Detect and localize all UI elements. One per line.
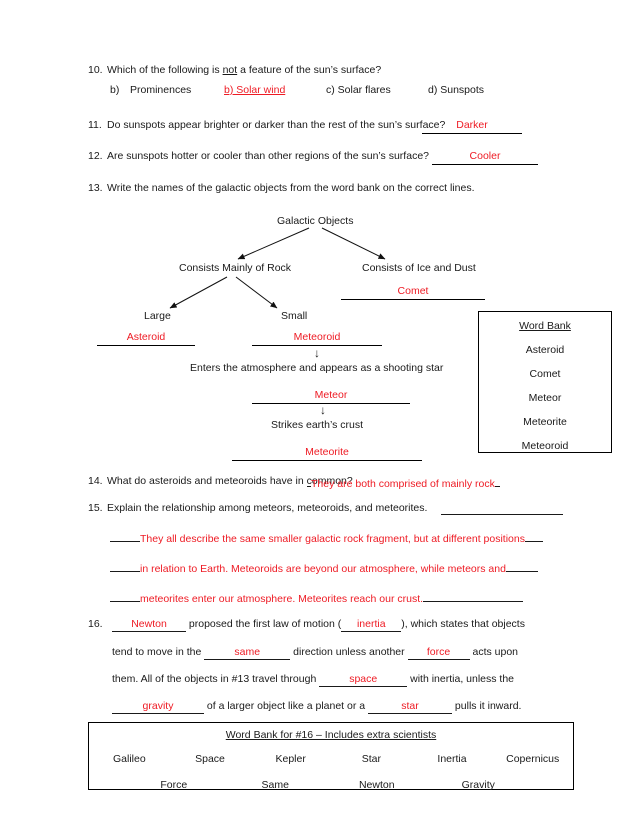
question-10-number: 10. — [88, 64, 103, 76]
diagram-step-atmosphere: Enters the atmosphere and appears as a shooting star — [190, 362, 444, 374]
diagram-answer-comet[interactable]: Comet — [341, 285, 485, 300]
word-bank-13-item-meteor[interactable]: Meteor — [528, 392, 562, 404]
down-arrow-icon-2: ↓ — [320, 403, 326, 417]
question-15-line1-lead — [110, 530, 140, 542]
question-16-line3-text-b: with inertia, unless the — [407, 673, 515, 685]
word-bank-16-item-same[interactable]: Same — [261, 779, 289, 791]
question-12-number: 12. — [88, 150, 103, 162]
diagram-node-rock: Consists Mainly of Rock — [179, 262, 292, 274]
word-bank-16-item-gravity[interactable]: Gravity — [461, 779, 495, 791]
question-15-answer-line-2[interactable]: in relation to Earth. Meteoroids are beyond our atmosphere, while meteors and — [140, 563, 506, 575]
question-16-line2-text-c: acts upon — [469, 646, 519, 658]
question-15-answer-line-3[interactable]: meteorites enter our atmosphere. Meteorites reach our crust. — [140, 593, 424, 605]
word-bank-13 — [478, 311, 612, 453]
word-bank-16-title: Word Bank for #16 – Includes extra scientists — [225, 729, 437, 741]
question-16-line-1 — [112, 618, 525, 632]
question-15-number: 15. — [88, 502, 103, 514]
word-bank-16-item-space[interactable]: Space — [195, 753, 225, 765]
question-10-choice-d[interactable]: d) Sunspots — [428, 84, 485, 96]
question-10-choice-a-label[interactable]: b) — [110, 84, 120, 96]
question-11-prompt: Do sunspots appear brighter or darker than the rest of the sun’s surface? — [107, 119, 446, 131]
question-15-answer-row-1[interactable] — [110, 530, 543, 546]
word-bank-13-item-meteorite[interactable]: Meteorite — [523, 416, 567, 428]
question-16-blank-star[interactable]: star — [368, 700, 452, 714]
question-16-line1-text-b: ), which states that objects — [401, 618, 525, 630]
question-11-number: 11. — [88, 119, 102, 131]
diagram-answer-meteorite[interactable]: Meteorite — [232, 446, 422, 461]
question-16-line-3 — [112, 673, 514, 687]
word-bank-13-item-asteroid[interactable]: Asteroid — [525, 344, 565, 356]
word-bank-16-row-1 — [89, 753, 573, 765]
question-12-prompt: Are sunspots hotter or cooler than other regions of the sun’s surface? — [107, 150, 429, 162]
word-bank-16-item-galileo[interactable]: Galileo — [112, 753, 146, 765]
word-bank-13-item-meteoroid[interactable]: Meteoroid — [521, 440, 569, 452]
diagram-node-small: Small — [281, 310, 308, 322]
question-16-blank-space[interactable]: space — [319, 673, 407, 687]
word-bank-13-title: Word Bank — [519, 320, 571, 332]
question-14-answer-row[interactable] — [307, 475, 500, 491]
question-13-number: 13. — [88, 182, 103, 194]
question-15-prompt: Explain the relationship among meteors, meteoroids, and meteorites. — [107, 502, 428, 514]
word-bank-16-item-newton[interactable]: Newton — [358, 779, 395, 791]
question-15-answer-line-1[interactable]: They all describe the same smaller galactic rock fragment, but at different positions — [140, 533, 525, 545]
word-bank-16-item-force[interactable]: Force — [160, 779, 188, 791]
down-arrow-icon-1: ↓ — [314, 346, 320, 360]
question-15-blank-first[interactable] — [441, 502, 563, 515]
question-16-blank-force[interactable]: force — [408, 646, 470, 660]
question-16-line4-text-b: pulls it inward. — [452, 700, 522, 712]
question-16-line2-text-b: direction unless another — [290, 646, 408, 658]
diagram-answer-meteoroid[interactable]: Meteoroid — [252, 331, 382, 346]
question-14-answer[interactable]: They are both comprised of mainly rock — [311, 478, 495, 490]
question-15-line3-lead — [110, 590, 140, 602]
question-15-answer-row-3[interactable] — [110, 590, 523, 606]
word-bank-16-row-2 — [89, 779, 573, 791]
question-16-line-4 — [112, 700, 521, 714]
diagram-node-root: Galactic Objects — [277, 215, 354, 227]
diagram-step-crust: Strikes earth’s crust — [271, 419, 364, 431]
diagram-node-large: Large — [144, 310, 171, 322]
question-11-answer[interactable]: Darker — [422, 119, 522, 134]
question-10-prompt-before: Which of the following is — [107, 64, 223, 76]
question-15-line2-tail — [506, 560, 538, 572]
question-16-blank-newton[interactable]: Newton — [112, 618, 186, 632]
question-10-prompt-after: a feature of the sun’s surface? — [237, 64, 382, 76]
question-16-number: 16. — [88, 618, 103, 630]
word-bank-16 — [88, 722, 574, 790]
question-12-answer[interactable]: Cooler — [432, 150, 538, 165]
question-10-choice-a[interactable]: Prominences — [130, 84, 192, 96]
question-15-answer-row-2[interactable] — [110, 560, 538, 576]
question-14-number: 14. — [88, 475, 103, 487]
question-16-blank-gravity[interactable]: gravity — [112, 700, 204, 714]
question-14-prompt: What do asteroids and meteoroids have in common? — [107, 475, 353, 487]
diagram-node-ice: Consists of Ice and Dust — [362, 262, 476, 274]
question-16-line1-text-a: proposed the first law of motion ( — [186, 618, 342, 630]
question-13-prompt: Write the names of the galactic objects from the word bank on the correct lines. — [107, 182, 475, 194]
question-10-prompt-emphasis: not — [222, 64, 238, 76]
word-bank-16-item-inertia[interactable]: Inertia — [437, 753, 467, 765]
word-bank-13-item-comet[interactable]: Comet — [529, 368, 561, 380]
question-16-blank-inertia[interactable]: inertia — [341, 618, 401, 632]
question-16-line-2 — [112, 646, 518, 660]
question-10-prompt — [107, 64, 381, 76]
question-15-line2-lead — [110, 560, 140, 572]
question-10-choice-b-selected[interactable]: b) Solar wind — [224, 84, 286, 96]
question-16-line4-text-a: of a larger object like a planet or a — [204, 700, 369, 712]
question-15-line3-tail — [423, 590, 523, 602]
question-16-line2-text-a: tend to move in the — [112, 646, 205, 658]
question-16-blank-same[interactable]: same — [204, 646, 290, 660]
word-bank-16-item-kepler[interactable]: Kepler — [275, 753, 306, 765]
diagram-answer-asteroid[interactable]: Asteroid — [97, 331, 195, 346]
word-bank-16-item-star[interactable]: Star — [361, 753, 381, 765]
diagram-answer-meteor[interactable]: Meteor — [252, 389, 410, 404]
question-10-choice-c[interactable]: c) Solar flares — [326, 84, 391, 96]
question-15-line1-tail — [525, 530, 543, 542]
question-14-blank-tail — [495, 475, 500, 487]
word-bank-16-item-copernicus[interactable]: Copernicus — [506, 753, 560, 765]
question-16-line3-text-a: them. All of the objects in #13 travel through — [112, 673, 320, 685]
